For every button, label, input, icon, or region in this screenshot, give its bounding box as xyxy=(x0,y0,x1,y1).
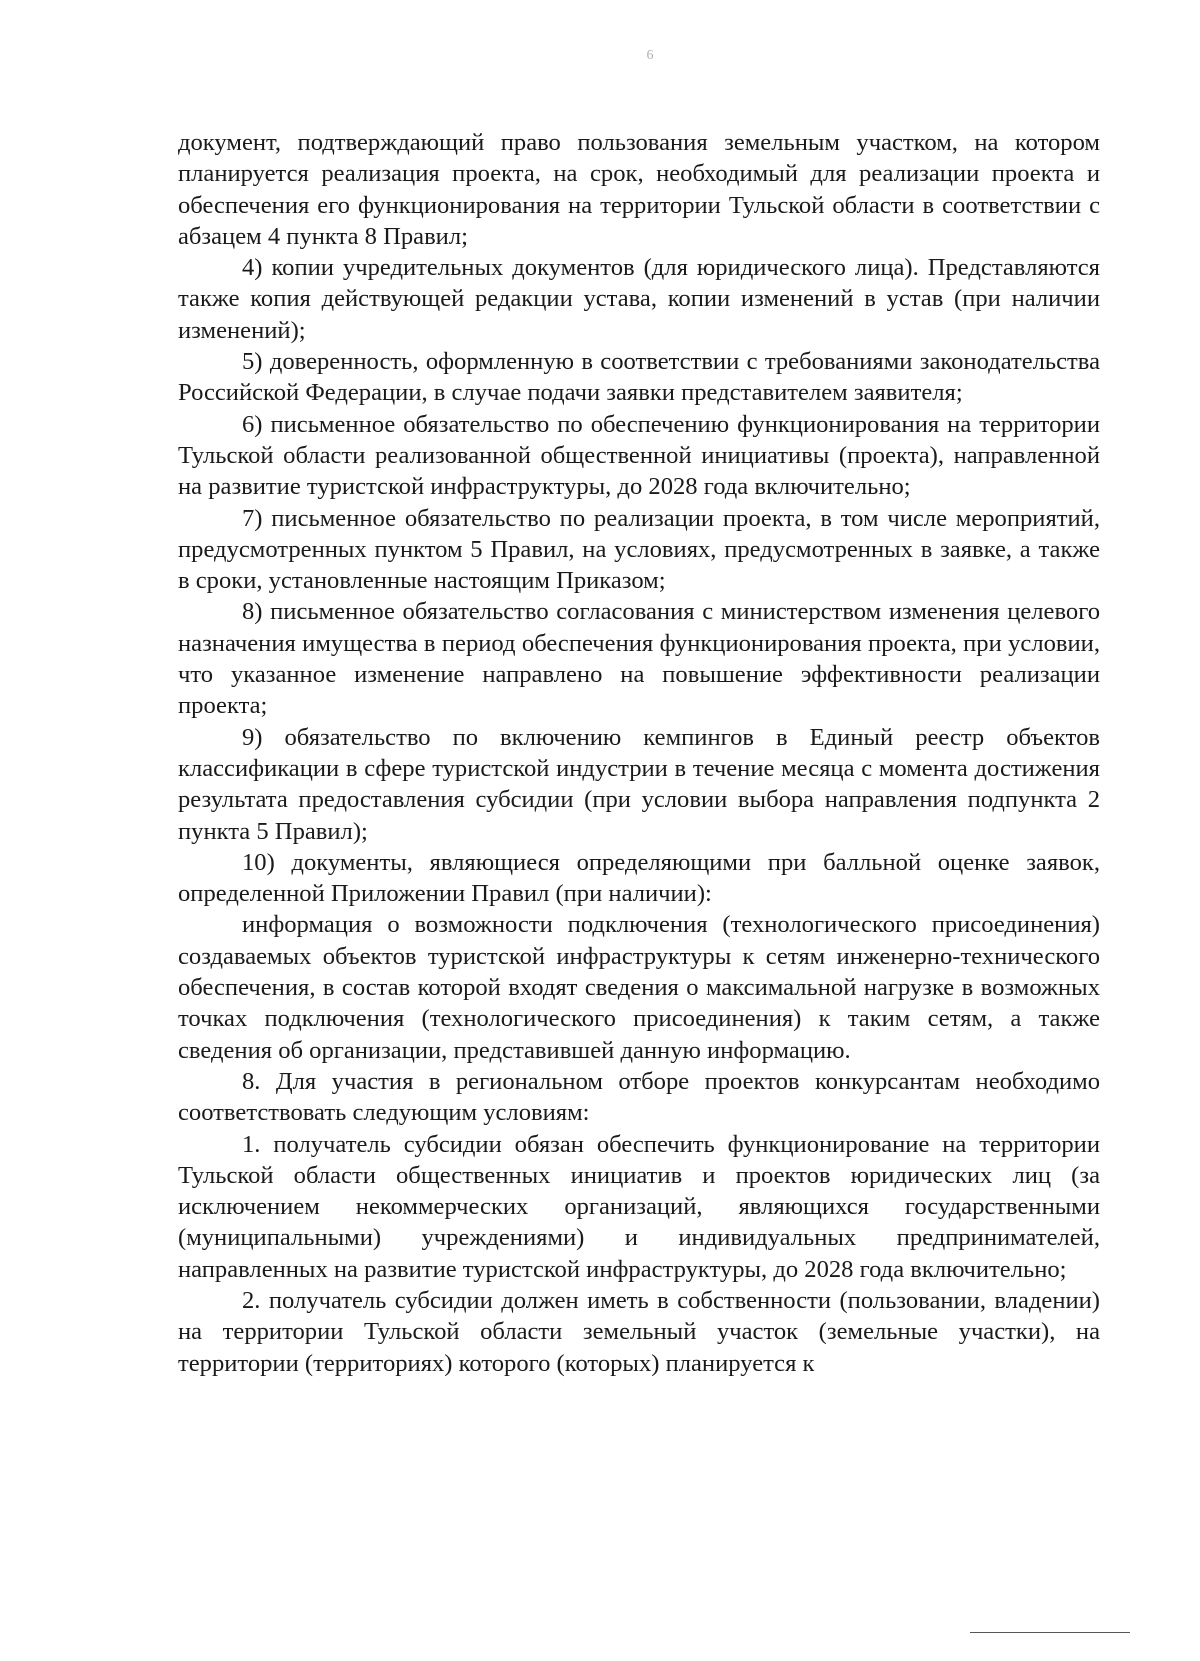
page-number: 6 xyxy=(646,48,654,63)
footer-rule xyxy=(970,1632,1130,1633)
document-body xyxy=(178,127,1100,1379)
paragraph-item-8: 8) письменное обязательство согласования с министерством изменения целевого назначения имущества в период обеспечения функционирования проекта, при условии, что указанное изменение направлено на повышение эффективности реализации проекта; xyxy=(178,598,1100,720)
paragraph-item-4: 4) копии учредительных документов (для юридического лица). Представляются также копия действующей редакции устава, копии изменений в устав (при наличии изменений); xyxy=(178,254,1100,344)
paragraph-item-10: 10) документы, являющиеся определяющими при балльной оценке заявок, определенной Приложении Правил (при наличии): xyxy=(178,848,1100,908)
paragraph-item-5: 5) доверенность, оформленную в соответствии с требованиями законодательства Российской Федерации, в случае подачи заявки представителем заявителя; xyxy=(178,348,1100,407)
paragraph-item-9: 9) обязательство по включению кемпингов в Единый реестр объектов классификации в сфере туристской индустрии в течение месяца с момента достижения результата предоставления субсидии (при условии выбора направления подпункта 2 пункта 5 Правил); xyxy=(178,723,1100,845)
paragraph-condition-2: 2. получатель субсидии должен иметь в собственности (пользовании, владении) на территории Тульской области земельный участок (земельные участки), на территории (территориях) которого (которых) планируется к xyxy=(178,1286,1100,1377)
paragraph-land-right-document: документ, подтверждающий право пользования земельным участком, на котором планируется реализация проекта, на срок, необходимый для реализации проекта и обеспечения его функционирования на территории Тульской области в соответствии с абзацем 4 пункта 8 Правил; xyxy=(178,129,1100,250)
paragraph-item-7: 7) письменное обязательство по реализации проекта, в том числе мероприятий, предусмотренных пунктом 5 Правил, на условиях, предусмотренных в заявке, а также в сроки, установленные настоящим Приказом; xyxy=(178,504,1100,595)
paragraph-section-8: 8. Для участия в региональном отборе проектов конкурсантам необходимо соответствовать следующим условиям: xyxy=(178,1067,1100,1127)
paragraph-item-6: 6) письменное обязательство по обеспечению функционирования на территории Тульской области реализованной общественной инициативы (проекта), направленной на развитие туристской инфраструктуры, до 2028 года включительно; xyxy=(178,410,1100,501)
paragraph-connection-info: информация о возможности подключения (технологического присоединения) создаваемых объектов туристской инфраструктуры к сетям инженерно-технического обеспечения, в состав которой входят сведения о максимальной нагрузке в возможных точках подключения (технологического присоединения) к таким сетям, а также сведения об организации, представившей данную информацию. xyxy=(178,911,1100,1064)
paragraph-condition-1: 1. получатель субсидии обязан обеспечить функционирование на территории Тульской области общественных инициатив и проектов юридических лиц (за исключением некоммерческих организаций, являющихся государственными (муниципальными) учреждениями) и индивидуальных предпринимателей, направленных на развитие туристской инфраструктуры, до 2028 года включительно; xyxy=(178,1130,1100,1283)
